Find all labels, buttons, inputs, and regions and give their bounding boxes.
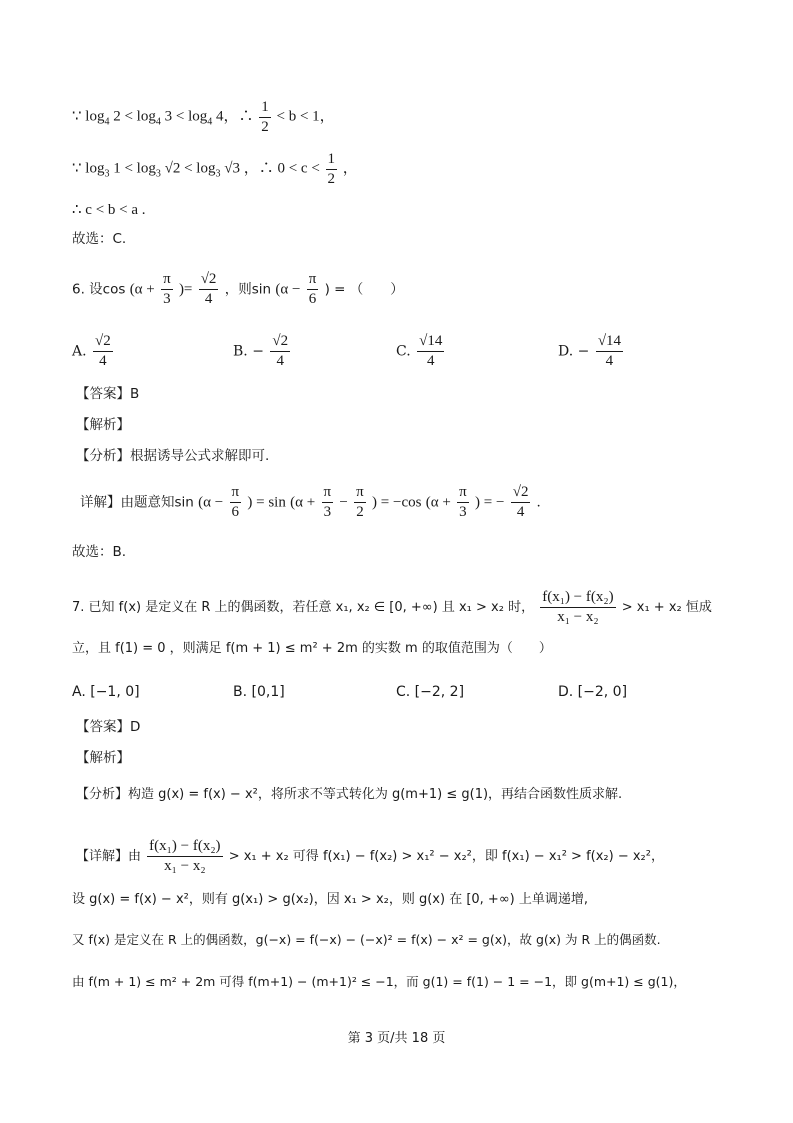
text: A. bbox=[72, 343, 87, 360]
line-g2: 又 f(x) 是定义在 R 上的偶函数，g(−x) = f(−x) − (−x)² = f(x) − x² = g(x)，故 g(x) 为 R 上的偶函数. bbox=[72, 932, 661, 947]
option-7c: C. [−2, 2] bbox=[396, 684, 465, 700]
line-log3 bbox=[72, 150, 358, 189]
text: 4，∴ bbox=[216, 108, 254, 125]
option-c bbox=[396, 332, 446, 371]
text: (α − bbox=[198, 494, 224, 511]
fraction: $\frac{\pi}{3}$ bbox=[459, 484, 467, 520]
text: − bbox=[339, 494, 348, 511]
text: ∵ log bbox=[72, 108, 105, 125]
fraction: $\frac{\pi}{2}$ bbox=[356, 484, 364, 520]
line-g3: 由 f(m + 1) ≤ m² + 2m 可得 f(m+1) − (m+1)² ≤ −1，而 g(1) = f(1) − 1 = −1，即 g(m+1) ≤ g(1)， bbox=[72, 974, 686, 989]
text: 4 bbox=[155, 116, 161, 128]
fraction: $\frac{1}{2}$ bbox=[261, 99, 269, 135]
text: 2 < log bbox=[113, 108, 156, 125]
line-g1: 设 g(x) = f(x) − x²，则有 g(x₁) > g(x₂)，因 x₁ > x₂，则 g(x) 在 [0, +∞) 上单调递增, bbox=[72, 892, 588, 907]
fraction: $\frac{\pi}{3}$ bbox=[323, 484, 332, 520]
fraction: $\frac{\text{f(x₁) − f(x₂)}}{\text{x₁ − x₂}}$ bbox=[149, 838, 221, 874]
text: C. bbox=[396, 343, 411, 360]
fraction: $\frac{1}{2}$ bbox=[327, 151, 336, 187]
analysis-7: 【分析】构造 g(x) = f(x) − x²，将所求不等式转化为 g(m+1) ≤ g(1)，再结合函数性质求解. bbox=[76, 787, 623, 802]
text: > x₁ + x₂ 可得 f(x₁) − f(x₂) > x₁² − x₂²，即 f(x₁) − x₁² > f(x₂) − x₂²， bbox=[228, 848, 664, 864]
analysis-6-label: 【解析】 bbox=[76, 417, 130, 433]
text: 3 < log bbox=[164, 108, 208, 125]
fraction: $\frac{√2}{4}$ bbox=[512, 484, 529, 520]
text: 7. 已知 f(x) 是定义在 R 上的偶函数，若任意 x₁, x₂ ∈ [0, +∞) 且 x₁ > x₂ 时， bbox=[72, 599, 535, 615]
option-d bbox=[558, 332, 625, 371]
text: ∵ log bbox=[72, 160, 105, 177]
text: ) = sin bbox=[247, 494, 286, 511]
text: . bbox=[536, 494, 541, 511]
line-conclusion: ∴ c < b < a . bbox=[72, 202, 146, 218]
text: (α + bbox=[129, 281, 155, 298]
question-7-line1 bbox=[72, 588, 712, 627]
fraction: $\frac{√14}{4}$ bbox=[597, 333, 622, 369]
analysis-7-label: 【解析】 bbox=[76, 750, 130, 766]
page-footer: 第 3 页/共 18 页 bbox=[347, 1031, 446, 1046]
text: 6. 设cos bbox=[72, 281, 126, 298]
option-7a: A. [−1, 0] bbox=[72, 684, 140, 700]
answer-7: 【答案】D bbox=[76, 719, 141, 735]
text: 3 bbox=[104, 168, 110, 180]
text: > x₁ + x₂ 恒成 bbox=[621, 599, 712, 615]
text: (α + bbox=[425, 494, 451, 511]
text: 3 bbox=[215, 168, 221, 180]
text: ， bbox=[342, 160, 358, 177]
text: < b < 1， bbox=[276, 108, 335, 125]
text: 4 bbox=[207, 116, 213, 128]
line-log4 bbox=[72, 98, 335, 137]
text: 1 < log bbox=[113, 160, 156, 177]
fraction: $\frac{√14}{4}$ bbox=[419, 333, 443, 369]
text: 详解】由题意知sin bbox=[80, 494, 194, 511]
line-select-b: 故选：B. bbox=[72, 544, 127, 560]
line-select-c: 故选：C. bbox=[72, 231, 127, 247]
option-7b: B. [0,1] bbox=[233, 684, 285, 700]
text: ) = （ ） bbox=[324, 281, 404, 298]
option-7d: D. [−2, 0] bbox=[558, 684, 628, 700]
text: √3 ，∴ 0 < c < bbox=[224, 160, 320, 177]
option-b bbox=[233, 332, 292, 371]
text: )= bbox=[178, 281, 193, 298]
fraction: $\frac{√2}{4}$ bbox=[200, 271, 217, 307]
text: ，则sin bbox=[224, 281, 272, 298]
fraction: $\frac{\pi}{6}$ bbox=[231, 484, 240, 520]
fraction: $\frac{√2}{4}$ bbox=[95, 333, 111, 369]
text: (α − bbox=[275, 281, 301, 298]
answer-6: 【答案】B bbox=[76, 386, 140, 402]
detail-6 bbox=[80, 483, 541, 522]
detail-7 bbox=[76, 837, 664, 876]
text: (α + bbox=[290, 494, 316, 511]
fraction: $\frac{\pi}{3}$ bbox=[163, 271, 171, 307]
text: √2 < log bbox=[164, 160, 216, 177]
text: ) = − bbox=[475, 494, 505, 511]
fraction: $\frac{\pi}{6}$ bbox=[308, 271, 317, 307]
fraction: $\frac{\text{f(x₁) − f(x₂)}}{\text{x₁ − x₂}}$ bbox=[542, 589, 614, 625]
text: 3 bbox=[155, 168, 161, 180]
text: 【详解】由 bbox=[76, 848, 142, 864]
question-6 bbox=[72, 270, 404, 309]
text: ) = −cos bbox=[372, 494, 422, 511]
analysis-6: 【分析】根据诱导公式求解即可. bbox=[76, 448, 270, 464]
question-7-line2: 立，且 f(1) = 0 ，则满足 f(m + 1) ≤ m² + 2m 的实数 m 的取值范围为（ ） bbox=[72, 641, 552, 656]
text: 4 bbox=[104, 116, 110, 128]
fraction: $\frac{√2}{4}$ bbox=[272, 333, 289, 369]
text: B. − bbox=[233, 343, 264, 360]
option-a bbox=[72, 332, 115, 371]
text: D. − bbox=[558, 343, 590, 360]
